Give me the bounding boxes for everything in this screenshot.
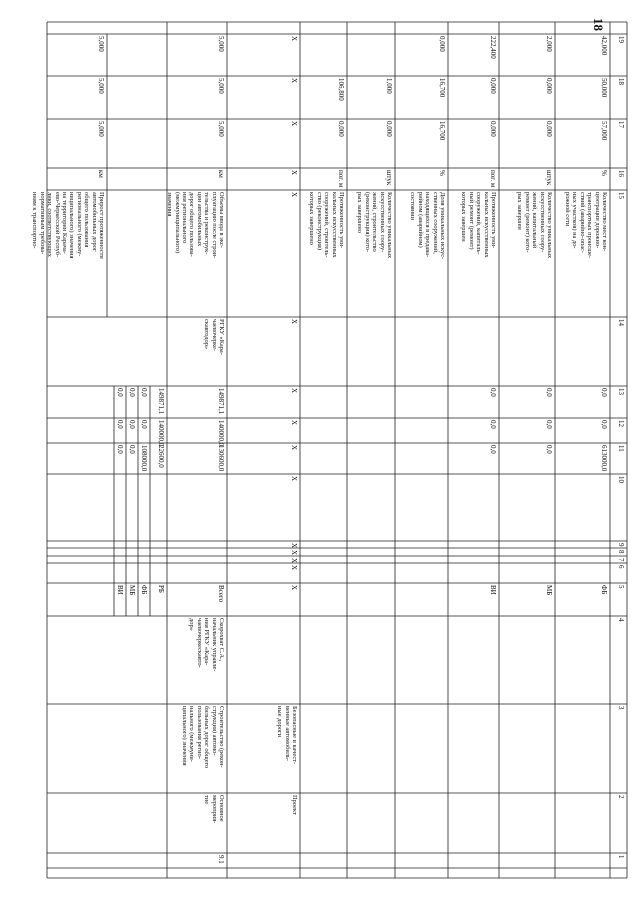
unit-cell bbox=[499, 168, 555, 190]
value-cell-text: 106,800 bbox=[337, 78, 345, 101]
funding-source-text: РБ bbox=[157, 585, 165, 593]
column-number bbox=[610, 76, 627, 119]
amount-cell bbox=[555, 418, 610, 443]
value-cell bbox=[107, 119, 227, 168]
unit-cell bbox=[107, 168, 227, 190]
value-cell-text: 5,000 bbox=[217, 121, 225, 137]
column-number-text: 14 bbox=[617, 319, 625, 326]
amount-cell bbox=[555, 443, 610, 474]
amount-cell-text: 140000,0 bbox=[157, 420, 165, 447]
value-cell-text: 2,000 bbox=[545, 36, 553, 52]
value-cell bbox=[555, 119, 610, 168]
value-cell bbox=[499, 34, 555, 76]
column-number bbox=[610, 474, 627, 541]
amount-cell bbox=[448, 386, 499, 418]
column-number-text: 5 bbox=[617, 585, 625, 589]
unit-cell bbox=[347, 168, 395, 190]
x-mark-text: X bbox=[290, 445, 298, 451]
amount-cell bbox=[138, 443, 150, 474]
unit-cell bbox=[555, 168, 610, 190]
value-cell-text: 5,000 bbox=[97, 78, 105, 94]
x-mark-text: X bbox=[290, 170, 298, 176]
amount-cell bbox=[167, 443, 227, 474]
unit-cell-text: км bbox=[217, 170, 225, 178]
funding-source bbox=[499, 583, 555, 616]
value-cell bbox=[395, 76, 448, 119]
amount-cell bbox=[448, 418, 499, 443]
x-mark-text: X bbox=[290, 420, 298, 426]
indicator-name bbox=[31, 190, 107, 317]
amount-cell bbox=[126, 386, 138, 418]
funding-source-text: ФБ bbox=[140, 585, 148, 595]
funding-source-text: Всего bbox=[217, 585, 225, 603]
x-mark bbox=[227, 317, 300, 386]
amount-cell-text: 0,0 bbox=[545, 388, 553, 397]
indicator-name bbox=[347, 190, 395, 317]
amount-cell bbox=[499, 386, 555, 418]
column-number-text: 13 bbox=[617, 388, 625, 395]
value-cell-text: 0,000 bbox=[385, 121, 393, 137]
value-cell-text: 5,000 bbox=[97, 121, 105, 137]
amount-cell-text: 149871,1 bbox=[157, 388, 165, 415]
column-number bbox=[610, 616, 627, 704]
responsible-person bbox=[47, 616, 227, 704]
x-mark bbox=[227, 583, 300, 616]
unit-cell-text: % bbox=[438, 170, 446, 176]
executor-text: РГКУ «Кара- чаевочерке- скавтодор» bbox=[203, 319, 225, 355]
indicator-name bbox=[107, 190, 227, 317]
amount-cell bbox=[167, 418, 227, 447]
funding-source bbox=[114, 583, 126, 616]
row-number bbox=[47, 853, 227, 868]
funding-source-text: ВИ bbox=[489, 585, 497, 595]
column-number-text: 12 bbox=[617, 420, 625, 427]
value-cell-text: 50,000 bbox=[600, 78, 608, 98]
column-number bbox=[610, 556, 627, 563]
indicator-name-text: Доля уникальных искус- ственных сооружений, находящихся в предава- рийном (аварийном) состоянии bbox=[409, 192, 446, 260]
x-mark-text: X bbox=[290, 558, 298, 564]
amount-cell-text: 0,0 bbox=[489, 420, 497, 429]
column-number bbox=[610, 443, 627, 474]
column-number-text: 18 bbox=[617, 78, 625, 85]
x-mark bbox=[227, 386, 300, 418]
amount-cell bbox=[448, 443, 499, 474]
value-cell bbox=[347, 76, 395, 119]
value-cell-text: 1,000 bbox=[385, 78, 393, 94]
value-cell bbox=[499, 119, 555, 168]
value-cell-text: 5,000 bbox=[217, 36, 225, 52]
amount-cell-text: 0,0 bbox=[116, 445, 124, 454]
column-number bbox=[610, 853, 627, 868]
value-cell bbox=[347, 34, 395, 76]
amount-cell bbox=[138, 386, 150, 418]
funding-source-text: МБ bbox=[128, 585, 136, 596]
value-cell bbox=[448, 76, 499, 119]
amount-cell-text: 149871,1 bbox=[217, 388, 225, 415]
row-type-text: Основное мероприя- тие bbox=[203, 795, 225, 824]
funding-source-text: ФБ bbox=[600, 585, 608, 595]
funding-source bbox=[555, 583, 610, 616]
indicator-name-text: Протяженность уни- кальных искусственных сооружений, строитель- ство (реконструкция) которых завершено bbox=[308, 192, 345, 258]
x-mark bbox=[227, 76, 300, 119]
row-title-text: Строительство (рекон- струкция) автомо- бильных дорог общего пользования регио- нального (межмуни- ципального) значения bbox=[180, 706, 225, 769]
amount-cell-text: 0,0 bbox=[489, 388, 497, 397]
x-mark-text: X bbox=[290, 388, 298, 394]
amount-cell-text: 0,0 bbox=[545, 445, 553, 454]
row-type-text: Проект bbox=[291, 795, 298, 815]
value-cell bbox=[107, 76, 227, 119]
x-mark-text: X bbox=[290, 585, 298, 591]
amount-cell-text: 0,0 bbox=[600, 388, 608, 397]
indicator-name bbox=[395, 190, 448, 317]
unit-cell bbox=[300, 168, 347, 190]
column-number-text: 19 bbox=[617, 36, 625, 43]
column-number-text: 16 bbox=[617, 170, 625, 177]
column-number bbox=[610, 563, 627, 583]
x-mark-text: X bbox=[290, 78, 298, 84]
value-cell bbox=[555, 76, 610, 119]
value-cell bbox=[300, 76, 347, 119]
value-cell-text: 222,400 bbox=[489, 36, 497, 59]
column-number-text: 17 bbox=[617, 121, 625, 128]
column-number-text: 4 bbox=[617, 618, 625, 622]
value-cell bbox=[499, 76, 555, 119]
column-number-text: 3 bbox=[617, 706, 625, 710]
amount-cell bbox=[150, 386, 167, 418]
table-sheet bbox=[31, 22, 627, 878]
funding-source-text: МБ bbox=[545, 585, 553, 596]
x-mark bbox=[227, 474, 300, 541]
value-cell bbox=[395, 34, 448, 76]
amount-cell bbox=[126, 418, 138, 443]
amount-cell-text: 22600,0 bbox=[157, 445, 165, 468]
x-mark-text: X bbox=[290, 36, 298, 42]
value-cell bbox=[555, 34, 610, 76]
x-mark bbox=[227, 548, 300, 556]
x-mark bbox=[227, 168, 300, 190]
amount-cell bbox=[150, 418, 167, 447]
unit-cell-text: км bbox=[97, 170, 105, 178]
indicator-name-text: Количество уникальных искусственных соору- жений, строительство (реконструкция) кото- рых завершено bbox=[356, 192, 393, 259]
indicator-name-text: Количество уникальных искусственных соору- жений, капитальный ремонт (ремонт) кото- рых завершен bbox=[516, 192, 553, 259]
value-cell-text: 0,000 bbox=[545, 121, 553, 137]
value-cell-text: 0,000 bbox=[489, 121, 497, 137]
column-number bbox=[610, 541, 627, 548]
value-cell bbox=[300, 119, 347, 168]
amount-cell-text: 613000,0 bbox=[600, 445, 608, 472]
column-number-text: 1 bbox=[617, 855, 625, 859]
amount-cell bbox=[167, 386, 227, 418]
column-number bbox=[610, 168, 627, 190]
column-number-text: 2 bbox=[617, 795, 625, 799]
x-mark-text: X bbox=[290, 543, 298, 549]
row-type bbox=[227, 793, 300, 853]
x-mark-text: X bbox=[290, 550, 298, 556]
funding-source bbox=[150, 583, 167, 616]
column-number-text: 9 bbox=[617, 543, 625, 547]
unit-cell-text: % bbox=[600, 170, 608, 176]
unit-cell-text: пог. м bbox=[489, 170, 497, 188]
amount-cell-text: 0,0 bbox=[140, 388, 148, 397]
column-number bbox=[610, 793, 627, 853]
x-mark bbox=[227, 541, 300, 548]
x-mark-text: X bbox=[290, 476, 298, 482]
indicator-name bbox=[448, 190, 499, 317]
amount-cell bbox=[114, 443, 126, 474]
amount-cell bbox=[126, 443, 138, 474]
funding-source bbox=[167, 583, 227, 616]
x-mark bbox=[227, 563, 300, 583]
value-cell bbox=[47, 34, 107, 76]
x-mark bbox=[227, 443, 300, 474]
amount-cell bbox=[499, 418, 555, 443]
x-mark-text: X bbox=[290, 565, 298, 571]
value-cell bbox=[448, 34, 499, 76]
amount-cell-text: 0,0 bbox=[600, 420, 608, 429]
column-number bbox=[610, 386, 627, 418]
amount-cell-text: 108000,0 bbox=[140, 445, 148, 472]
row-title bbox=[47, 704, 227, 793]
unit-cell-text: пог. м bbox=[337, 170, 345, 188]
amount-cell-text: 0,0 bbox=[545, 420, 553, 429]
value-cell bbox=[448, 119, 499, 168]
value-cell-text: 0,000 bbox=[337, 121, 345, 137]
page-number: 18 bbox=[591, 18, 606, 31]
row-number-text: 9.1 bbox=[217, 855, 225, 864]
indicator-name bbox=[300, 190, 347, 317]
column-number bbox=[610, 548, 627, 556]
amount-cell-text: 0,0 bbox=[128, 420, 136, 429]
value-cell bbox=[107, 34, 227, 76]
x-mark bbox=[227, 190, 300, 317]
x-mark bbox=[227, 34, 300, 76]
amount-cell-text: 140000,0 bbox=[217, 420, 225, 447]
unit-cell bbox=[395, 168, 448, 190]
column-number-text: 11 bbox=[617, 445, 625, 452]
value-cell-text: 0,000 bbox=[545, 78, 553, 94]
value-cell-text: 16,700 bbox=[438, 78, 446, 98]
column-number bbox=[610, 317, 627, 386]
column-number bbox=[610, 119, 627, 168]
amount-cell-text: 130600,0 bbox=[217, 445, 225, 472]
row-type bbox=[47, 793, 227, 853]
column-number-text: 15 bbox=[617, 192, 625, 199]
value-cell bbox=[347, 119, 395, 168]
column-number bbox=[610, 418, 627, 443]
value-cell bbox=[47, 119, 107, 168]
amount-cell-text: 0,0 bbox=[140, 420, 148, 429]
x-mark-text: X bbox=[290, 319, 298, 325]
row-title bbox=[227, 704, 300, 793]
column-number-text: 10 bbox=[617, 476, 625, 483]
value-cell-text: 42,000 bbox=[600, 36, 608, 56]
indicator-name-text: Количество мест кон- центрации дорожно- транспортных происше- ствий (аварийно-опас- ных участков) на до- рожной сети bbox=[563, 192, 608, 259]
funding-source bbox=[126, 583, 138, 616]
column-number-text: 6 bbox=[617, 565, 625, 569]
unit-cell-text: штук bbox=[385, 170, 393, 186]
responsible-person-text: Скорохват С.А., начальник управле- ния РГКУ «Кара- чаевочеркескавто- дор» bbox=[188, 618, 225, 672]
value-cell-text: 0,000 bbox=[489, 78, 497, 94]
column-number bbox=[610, 190, 627, 317]
column-number-text: 8 bbox=[617, 550, 625, 554]
value-cell bbox=[47, 76, 107, 119]
amount-cell bbox=[499, 443, 555, 474]
value-cell bbox=[395, 119, 448, 168]
value-cell-text: 5,000 bbox=[97, 36, 105, 52]
amount-cell-text: 0,0 bbox=[128, 388, 136, 397]
x-mark-text: X bbox=[290, 121, 298, 127]
value-cell-text: 57,000 bbox=[600, 121, 608, 141]
indicator-name-text: Протяженность уни- кальных искусственных сооружений, капиталь- ный ремонт (ремонт) которых завершен bbox=[460, 192, 497, 258]
unit-cell-text: штук bbox=[545, 170, 553, 186]
x-mark bbox=[227, 418, 300, 443]
indicator-name-text: Прирост протяженности автомобильных дорог общего пользования регионального (межму- ниципального) значения на территории Карача- ево-Черкесской Респуб- лики, соответствующих нормативным требова- ниям к транспортно- bbox=[31, 192, 105, 259]
amount-cell bbox=[555, 386, 610, 418]
value-cell-text: 16,700 bbox=[438, 121, 446, 141]
value-cell-text: 0,000 bbox=[438, 36, 446, 52]
indicator-name bbox=[499, 190, 555, 317]
unit-cell bbox=[448, 168, 499, 190]
x-mark-text: X bbox=[290, 192, 298, 198]
column-number-text: 7 bbox=[617, 558, 625, 562]
value-cell bbox=[300, 34, 347, 76]
indicator-name bbox=[555, 190, 610, 317]
column-number bbox=[610, 704, 627, 793]
funding-source-text: ВИ bbox=[116, 585, 124, 595]
executor bbox=[47, 317, 227, 386]
funding-source bbox=[138, 583, 150, 616]
x-mark bbox=[227, 119, 300, 168]
funding-source bbox=[448, 583, 499, 616]
amount-cell-text: 0,0 bbox=[116, 388, 124, 397]
amount-cell bbox=[150, 443, 167, 474]
amount-cell-text: 0,0 bbox=[489, 445, 497, 454]
column-number bbox=[610, 583, 627, 616]
value-cell-text: 5,000 bbox=[217, 78, 225, 94]
amount-cell-text: 0,0 bbox=[116, 420, 124, 429]
amount-cell bbox=[114, 386, 126, 418]
indicator-name-text: Объемы ввода в экс- плуатацию после строи- тельства и реконструк- ции автомобильных дорог общего пользова- ния регионального (межмуниципального) значения bbox=[166, 192, 225, 259]
column-number bbox=[610, 34, 627, 76]
unit-cell bbox=[47, 168, 107, 190]
amount-cell bbox=[114, 418, 126, 443]
amount-cell bbox=[138, 418, 150, 443]
row-title-text: Безопасные и качест- венные автомобиль- ные дороги bbox=[276, 706, 298, 765]
amount-cell-text: 0,0 bbox=[128, 445, 136, 454]
x-mark bbox=[227, 556, 300, 563]
